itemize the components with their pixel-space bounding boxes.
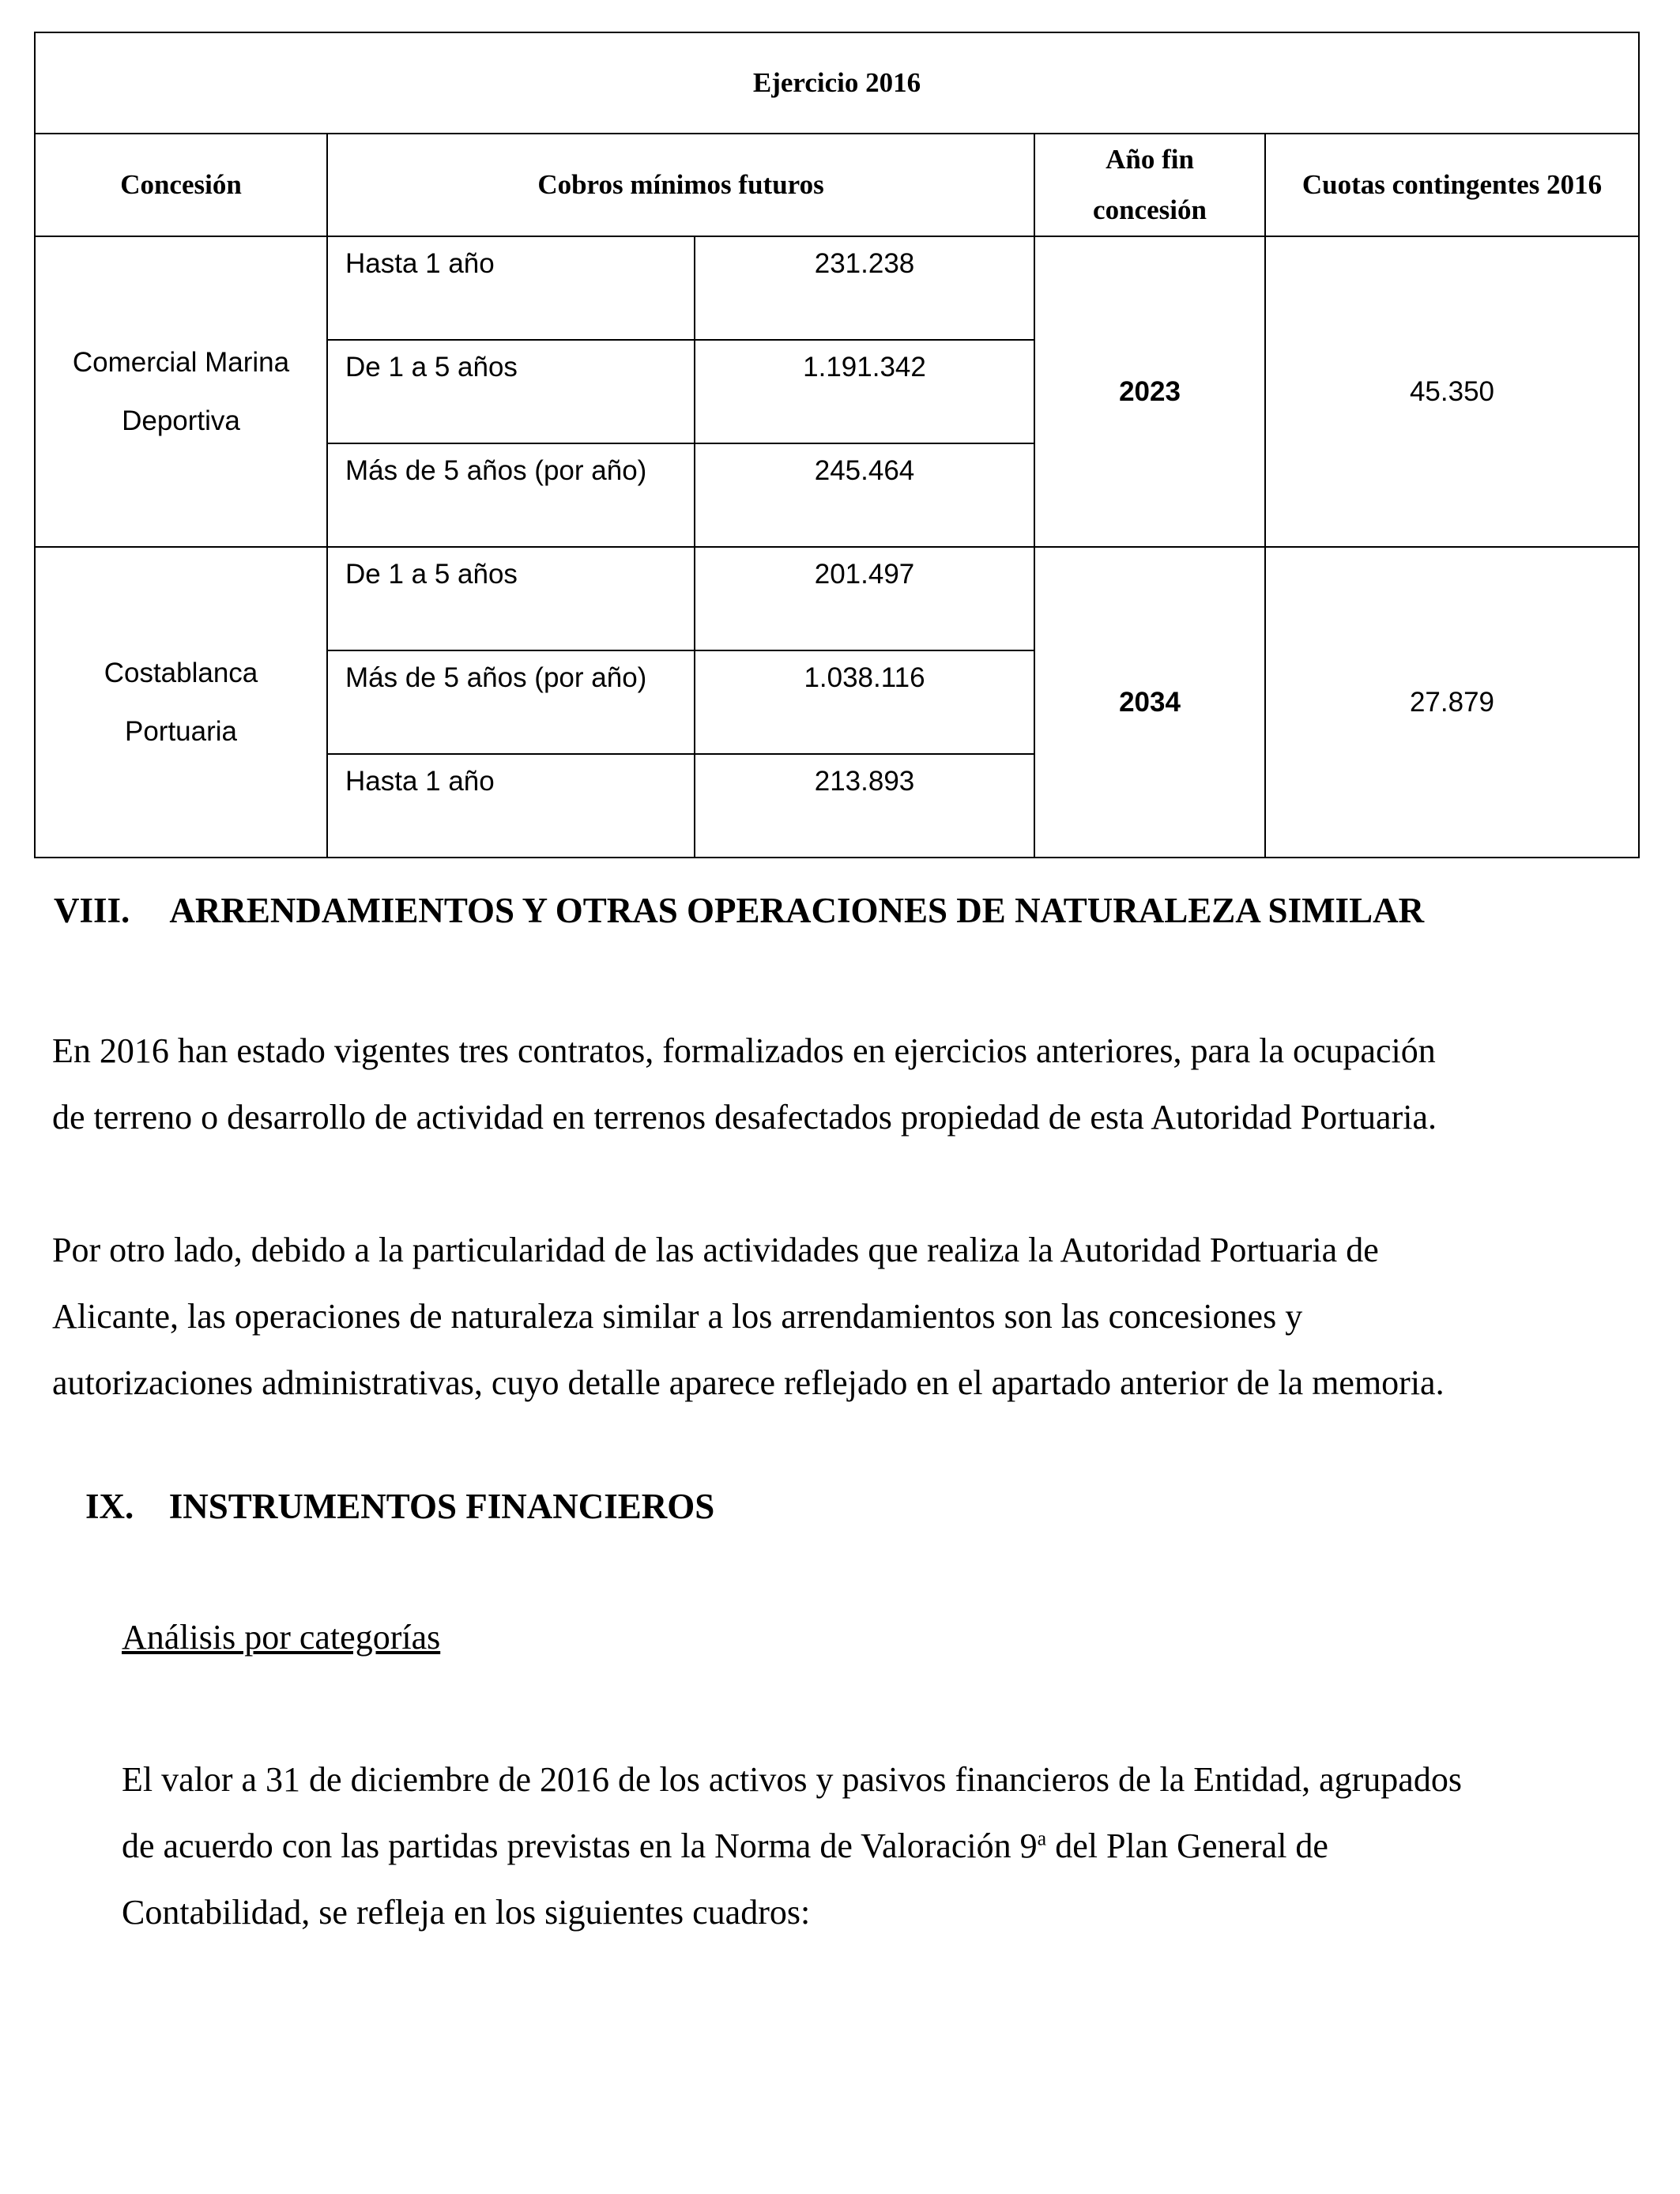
- section-8-paragraph-2: [52, 1217, 1629, 1416]
- paragraph-line: Por otro lado, debido a la particularidad de las actividades que realiza la Autoridad Portuaria de: [52, 1231, 1379, 1269]
- table-row: [35, 236, 1639, 340]
- concesion-name-line1: Costablanca: [104, 657, 258, 688]
- section-8-paragraph-1: [52, 1018, 1629, 1151]
- concesion-name: [35, 547, 327, 858]
- header-cobros: Cobros mínimos futuros: [327, 134, 1034, 236]
- paragraph-line: autorizaciones administrativas, cuyo detalle aparece reflejado en el apartado anterior de la memoria.: [52, 1363, 1445, 1402]
- superscript: a: [1037, 1826, 1047, 1850]
- table-title: Ejercicio 2016: [35, 32, 1639, 134]
- header-anio-fin-line1: Año fin: [1106, 144, 1194, 175]
- header-cuotas: Cuotas contingentes 2016: [1265, 134, 1639, 236]
- section-9-heading: [85, 1486, 714, 1527]
- cobro-label: Hasta 1 año: [327, 236, 695, 340]
- cobro-value: 201.497: [695, 547, 1034, 650]
- paragraph-text: del Plan General de: [1046, 1826, 1328, 1865]
- concesiones-table: [34, 32, 1640, 858]
- header-concesion: Concesión: [35, 134, 327, 236]
- paragraph-line: de terreno o desarrollo de actividad en terrenos desafectados propiedad de esta Autoridad Portuaria.: [52, 1098, 1437, 1137]
- paragraph-line: En 2016 han estado vigentes tres contratos, formalizados en ejercicios anteriores, para la ocupación: [52, 1031, 1436, 1070]
- paragraph-line: El valor a 31 de diciembre de 2016 de los activos y pasivos financieros de la Entidad, agrupados: [122, 1760, 1462, 1799]
- cobro-value: 1.038.116: [695, 650, 1034, 754]
- paragraph-line: Contabilidad, se refleja en los siguientes cuadros:: [122, 1893, 811, 1932]
- cobro-value: 1.191.342: [695, 340, 1034, 443]
- cobro-label: Más de 5 años (por año): [327, 650, 695, 754]
- cobro-value: 213.893: [695, 754, 1034, 858]
- cobro-label: De 1 a 5 años: [327, 547, 695, 650]
- anio-fin-value: 2034: [1034, 547, 1265, 858]
- section-9-subtitle: Análisis por categorías: [122, 1618, 441, 1657]
- cuotas-value: 27.879: [1265, 547, 1639, 858]
- cobro-label: Más de 5 años (por año): [327, 443, 695, 547]
- header-anio-fin: [1034, 134, 1265, 236]
- cobro-label: Hasta 1 año: [327, 754, 695, 858]
- concesion-name-line1: Comercial Marina: [72, 346, 290, 378]
- concesion-name-line2: Deportiva: [122, 405, 240, 436]
- table-row: [35, 547, 1639, 650]
- anio-fin-value: 2023: [1034, 236, 1265, 547]
- concesion-name: [35, 236, 327, 547]
- cobro-label: De 1 a 5 años: [327, 340, 695, 443]
- concesion-name-line2: Portuaria: [124, 715, 238, 747]
- section-8-heading: [54, 890, 1424, 931]
- paragraph-line: Alicante, las operaciones de naturaleza similar a los arrendamientos son las concesiones y: [52, 1297, 1303, 1336]
- paragraph-text: de acuerdo con las partidas previstas en la Norma de Valoración 9: [122, 1826, 1038, 1865]
- paragraph-line: [122, 1813, 1629, 1879]
- section-8-number: VIII.: [54, 891, 130, 930]
- header-anio-fin-line2: concesión: [1093, 194, 1207, 225]
- section-8-title: ARRENDAMIENTOS Y OTRAS OPERACIONES DE NATURALEZA SIMILAR: [169, 891, 1425, 930]
- section-9-number: IX.: [85, 1487, 134, 1526]
- section-9-title: INSTRUMENTOS FINANCIEROS: [168, 1487, 715, 1526]
- cobro-value: 245.464: [695, 443, 1034, 547]
- cuotas-value: 45.350: [1265, 236, 1639, 547]
- section-9-paragraph-1: [122, 1747, 1629, 1946]
- cobro-value: 231.238: [695, 236, 1034, 340]
